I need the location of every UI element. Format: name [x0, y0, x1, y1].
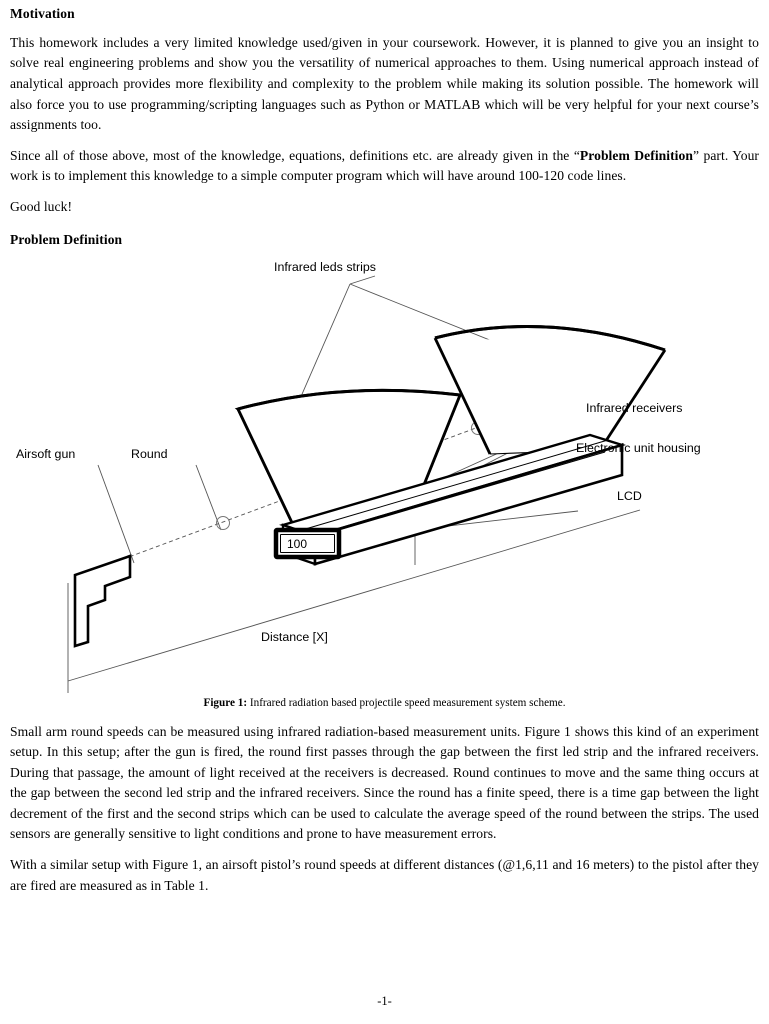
paragraph-after-figure-2: With a similar setup with Figure 1, an airsoft pistol’s round speeds at different distances (@1,6,11 and 16 meters) to the pistol after they are fired are measured as in Table 1. — [10, 857, 759, 893]
label-round: Round — [131, 446, 168, 461]
label-infrared-receivers: Infrared receivers — [586, 400, 683, 415]
paragraph-good-luck: Good luck! — [10, 199, 73, 215]
label-infrared-leds-strips: Infrared leds strips — [274, 259, 376, 274]
paragraph-2-after-bold: ” part. Your work is to implement this knowledge to a simple computer program which will have around 100-120 code lines. — [10, 147, 759, 184]
lcd-display-value: 100 — [287, 536, 308, 551]
airsoft-gun-shape — [75, 556, 130, 646]
leader-airsoft-gun — [98, 465, 134, 563]
leader-leds-left — [296, 284, 350, 408]
figure-1-caption — [10, 696, 759, 711]
paragraph-2-before-bold: Since all of those above, most of the knowledge, equations, definitions etc. are already given in the “ — [10, 147, 580, 163]
heading-problem-definition: Problem Definition — [10, 231, 123, 247]
figure-1 — [10, 253, 759, 708]
paragraph-after-figure-1: Small arm round speeds can be measured using infrared radiation-based measurement units. Figure 1 shows this kind of an experiment setup. In this setup; after the gun is fired, the round first passes through the gap between the first led strip and the infrared receivers. During that passage, the amount of light received at the receivers is decreased. Round continues to move and the same thing occurs at the gap between the second led strip and the infrared receivers. Since the round has a finite speed, there is a time gap between the light decrement of the first and the second strips which can be used to calculate the average speed of the round between the strips. The used sensors are generally sensitive to light conditions and prone to have measurement errors. — [10, 723, 759, 842]
figure-1-diagram — [10, 253, 759, 693]
leader-leds-top — [350, 276, 375, 284]
label-lcd: LCD — [617, 488, 642, 503]
label-electronic-unit-housing: Electronic unit housing — [576, 440, 701, 455]
figure-caption-text: Infrared radiation based projectile speed measurement system scheme. — [247, 696, 566, 709]
led-strip-right-fill-2 — [435, 338, 665, 454]
label-airsoft-gun: Airsoft gun — [16, 446, 76, 461]
label-distance: Distance [X] — [261, 629, 328, 644]
page-number: -1- — [377, 994, 392, 1008]
problem-definition-emphasis: Problem Definition — [579, 147, 693, 163]
page-content — [10, 6, 759, 906]
paragraph-motivation-1: This homework includes a very limited knowledge used/given in your coursework. However, it is planned to give you an insight to solve real engineering problems and show you the versatility of numerical approaches to them. Using numerical approach instead of analytical approach provides more flexibility and complexity to the problem while making its solution possible. The homework will also force you to use programming/scripting languages such as Python or MATLAB which will be very helpful for your next course’s assignments too. — [10, 34, 759, 133]
figure-caption-label: Figure 1: — [203, 696, 248, 709]
paragraph-motivation-2 — [10, 146, 759, 187]
heading-motivation: Motivation — [10, 6, 75, 21]
